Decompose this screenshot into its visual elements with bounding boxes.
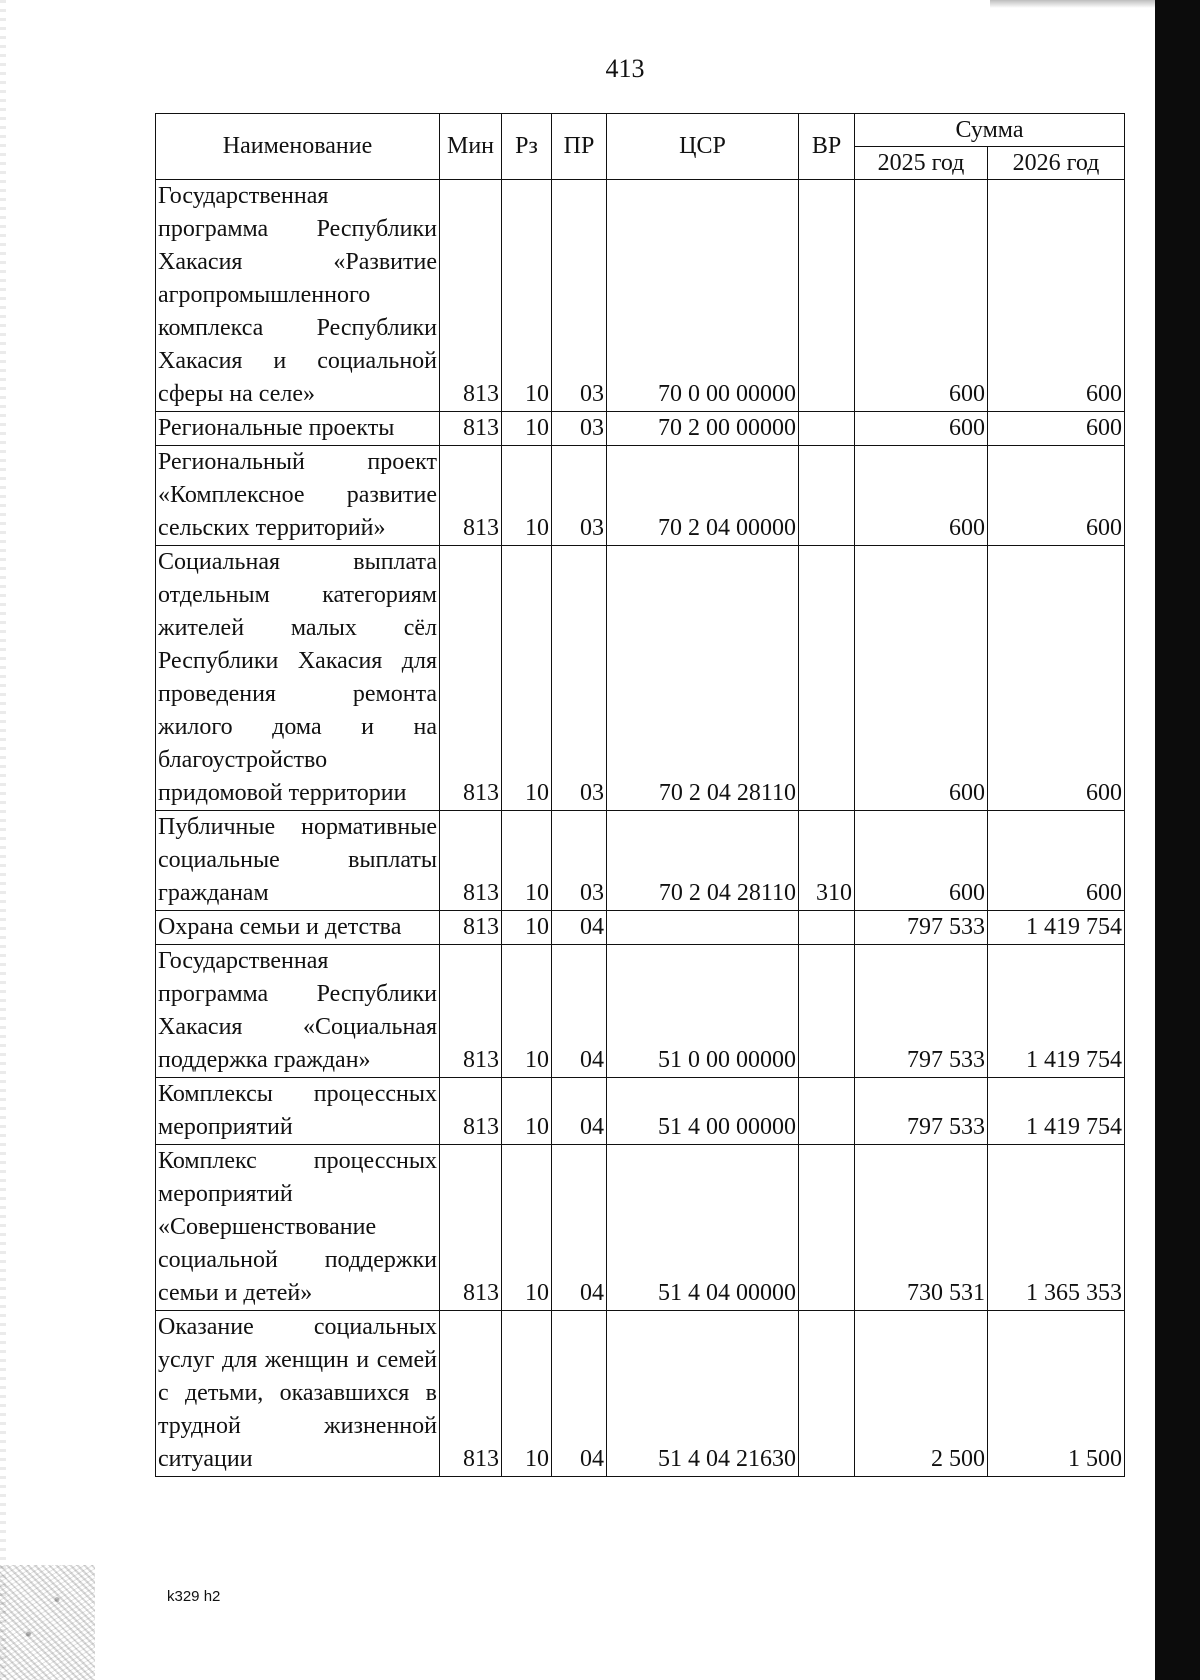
cell-2025: 797 533: [855, 1078, 988, 1145]
cell-rz: 10: [502, 180, 552, 412]
cell-pr: 04: [552, 1078, 607, 1145]
cell-pr: 04: [552, 1145, 607, 1311]
cell-2026: 600: [988, 412, 1125, 446]
cell-vr: [799, 180, 855, 412]
cell-name: Комплекс процессных мероприятий «Совершенствование социальной поддержки семьи и детей»: [156, 1145, 440, 1311]
cell-name: Региональный проект «Комплексное развитие сельских территорий»: [156, 446, 440, 546]
table-row: [156, 412, 1125, 446]
cell-2025: 730 531: [855, 1145, 988, 1311]
header-2025: 2025 год: [855, 147, 988, 180]
header-pr: ПР: [552, 114, 607, 180]
cell-min: 813: [440, 811, 502, 911]
cell-vr: [799, 1078, 855, 1145]
cell-csr: 70 2 04 28110: [607, 546, 799, 811]
scan-edge-right: [1155, 0, 1200, 1680]
cell-name: Публичные нормативные социальные выплаты гражданам: [156, 811, 440, 911]
cell-csr: 70 2 04 00000: [607, 446, 799, 546]
cell-pr: 04: [552, 911, 607, 945]
cell-vr: [799, 911, 855, 945]
header-name: Наименование: [156, 114, 440, 180]
cell-csr: 51 4 04 00000: [607, 1145, 799, 1311]
cell-name: Региональные проекты: [156, 412, 440, 446]
cell-min: 813: [440, 945, 502, 1078]
cell-2025: 600: [855, 811, 988, 911]
cell-2025: 600: [855, 446, 988, 546]
cell-csr: 51 4 00 00000: [607, 1078, 799, 1145]
table-row: [156, 1145, 1125, 1311]
cell-vr: [799, 1145, 855, 1311]
cell-pr: 03: [552, 412, 607, 446]
page-number: 413: [605, 54, 645, 83]
cell-name: Охрана семьи и детства: [156, 911, 440, 945]
cell-rz: 10: [502, 546, 552, 811]
cell-rz: 10: [502, 412, 552, 446]
cell-2025: 797 533: [855, 945, 988, 1078]
cell-pr: 03: [552, 180, 607, 412]
table-row: [156, 1078, 1125, 1145]
header-min: Мин: [440, 114, 502, 180]
cell-pr: 03: [552, 811, 607, 911]
footer-code: k329 h2: [167, 1588, 221, 1605]
cell-csr: [607, 911, 799, 945]
table-row: [156, 911, 1125, 945]
cell-csr: 51 4 04 21630: [607, 1311, 799, 1477]
table-row: [156, 945, 1125, 1078]
cell-name: Оказание социальных услуг для женщин и семей с детьми, оказавшихся в трудной жизненной ситуации: [156, 1311, 440, 1477]
cell-min: 813: [440, 446, 502, 546]
cell-2025: 600: [855, 412, 988, 446]
cell-pr: 03: [552, 446, 607, 546]
header-rz: Рз: [502, 114, 552, 180]
table-row: [156, 546, 1125, 811]
cell-2025: 600: [855, 546, 988, 811]
table-row: [156, 446, 1125, 546]
scan-noise: [0, 1565, 95, 1680]
cell-2026: 600: [988, 180, 1125, 412]
cell-2026: 600: [988, 811, 1125, 911]
cell-min: 813: [440, 1145, 502, 1311]
cell-2025: 797 533: [855, 911, 988, 945]
cell-csr: 70 0 00 00000: [607, 180, 799, 412]
cell-name: Государственная программа Республики Хакасия «Социальная поддержка граждан»: [156, 945, 440, 1078]
cell-2026: 1 500: [988, 1311, 1125, 1477]
cell-2026: 1 419 754: [988, 945, 1125, 1078]
cell-2026: 1 419 754: [988, 1078, 1125, 1145]
table-row: [156, 1311, 1125, 1477]
header-sum: Сумма: [855, 114, 1125, 147]
cell-2025: 2 500: [855, 1311, 988, 1477]
scan-margin-left: [0, 0, 6, 1680]
budget-table: [155, 113, 1125, 1477]
cell-vr: 310: [799, 811, 855, 911]
cell-rz: 10: [502, 911, 552, 945]
cell-vr: [799, 446, 855, 546]
cell-rz: 10: [502, 1311, 552, 1477]
table-row: [156, 811, 1125, 911]
cell-min: 813: [440, 911, 502, 945]
cell-rz: 10: [502, 811, 552, 911]
header-2026: 2026 год: [988, 147, 1125, 180]
cell-vr: [799, 945, 855, 1078]
cell-min: 813: [440, 180, 502, 412]
cell-min: 813: [440, 412, 502, 446]
cell-2026: 600: [988, 546, 1125, 811]
cell-pr: 04: [552, 945, 607, 1078]
cell-rz: 10: [502, 1145, 552, 1311]
cell-2026: 600: [988, 446, 1125, 546]
cell-name: Комплексы процессных мероприятий: [156, 1078, 440, 1145]
cell-2026: 1 365 353: [988, 1145, 1125, 1311]
cell-csr: 70 2 04 28110: [607, 811, 799, 911]
cell-2026: 1 419 754: [988, 911, 1125, 945]
cell-csr: 70 2 00 00000: [607, 412, 799, 446]
cell-vr: [799, 1311, 855, 1477]
cell-pr: 03: [552, 546, 607, 811]
cell-vr: [799, 546, 855, 811]
cell-csr: 51 0 00 00000: [607, 945, 799, 1078]
cell-pr: 04: [552, 1311, 607, 1477]
scan-edge-top: [990, 0, 1160, 8]
cell-rz: 10: [502, 1078, 552, 1145]
table-row: [156, 180, 1125, 412]
cell-vr: [799, 412, 855, 446]
cell-name: Государственная программа Республики Хакасия «Развитие агропромышленного комплекса Республики Хакасия и социальной сферы на селе»: [156, 180, 440, 412]
cell-min: 813: [440, 1078, 502, 1145]
header-vr: ВР: [799, 114, 855, 180]
table-body: [156, 180, 1125, 1477]
cell-2025: 600: [855, 180, 988, 412]
cell-min: 813: [440, 546, 502, 811]
cell-rz: 10: [502, 945, 552, 1078]
cell-min: 813: [440, 1311, 502, 1477]
header-csr: ЦСР: [607, 114, 799, 180]
cell-rz: 10: [502, 446, 552, 546]
cell-name: Социальная выплата отдельным категориям жителей малых сёл Республики Хакасия для проведения ремонта жилого дома и на благоустройство придомовой территории: [156, 546, 440, 811]
